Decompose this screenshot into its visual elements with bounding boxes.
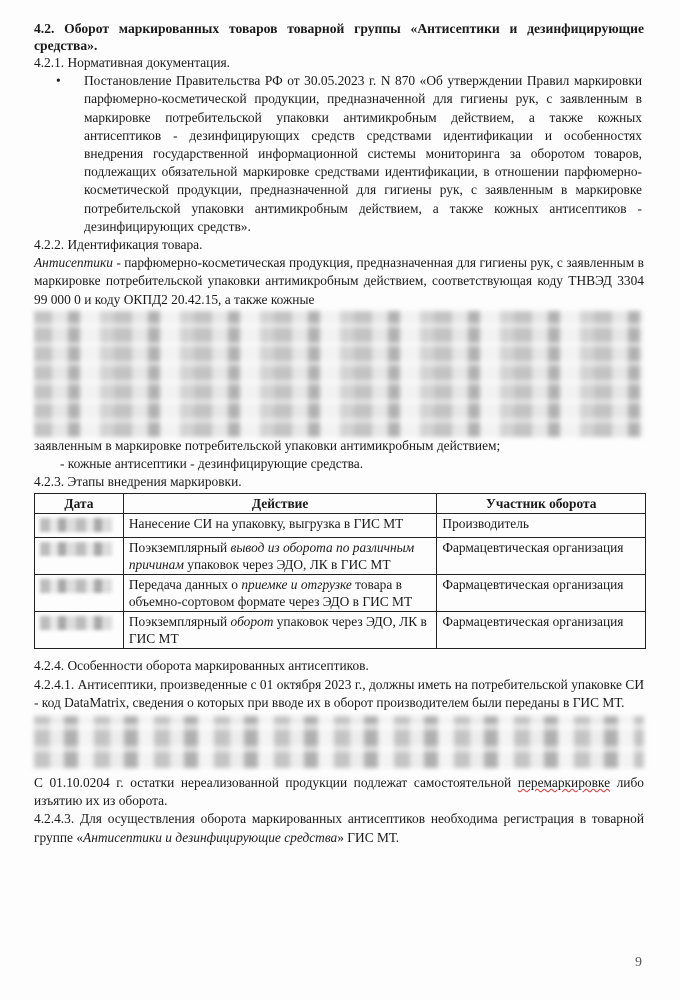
redacted-block — [34, 716, 644, 768]
participant-cell: Фармацевтическая организация — [437, 612, 646, 649]
date-cell — [35, 538, 124, 575]
redacted-date — [40, 616, 112, 630]
redacted-block — [34, 311, 644, 437]
table-row — [35, 538, 646, 575]
term-antiseptics: Антисептики — [34, 255, 113, 271]
spellcheck-word: перемаркировке — [517, 775, 611, 791]
table-row — [35, 514, 646, 538]
clause-4-2-4-1: 4.2.4.1. Антисептики, произведенные с 01 октября 2023 г., должны иметь на потребительской упаковке СИ - код DataMatrix, сведения о которых при вводе их в оборот производителем были переданы в ГИС МТ. — [34, 676, 644, 710]
action-text: Поэкземплярный — [128, 614, 231, 630]
remaining-stock-text: С 01.10.0204 г. остатки нереализованной продукции подлежат самостоятельной — [34, 775, 518, 791]
implementation-stages-table — [34, 493, 646, 649]
table-row — [35, 575, 646, 612]
registration-text: 4.2.4.3. Для осуществления оборота маркированных антисептиков необходима регистрация в товарной группе « — [34, 811, 644, 845]
redacted-date — [40, 579, 112, 593]
subsection-4-2-4-title: 4.2.4. Особенности оборота маркированных антисептиков. — [34, 658, 369, 674]
redacted-date — [40, 518, 112, 532]
action-italic: приемке и отгрузке — [241, 577, 352, 593]
regulation-text: Постановление Правительства РФ от 30.05.2023 г. N 870 «Об утверждении Правил маркировки парфюмерно-косметической продукции, предназначенной для гигиены рук, с заявленным в маркировке потребительской упаковки антимикробным действием, а также кожных антисептиков - дезинфицирующих средств средствами идентификации и особенностях внедрения государственной информационной системы мониторинга за оборотом товаров, подлежащих обязательной маркировке средствами идентификации, в отношении парфюмерно-косметической продукции, предназначенной для гигиены рук, с заявленным в маркировке потребительской упаковки антимикробным действием, а также кожных антисептиков - дезинфицирующих средств». — [84, 73, 642, 234]
page-number: 9 — [635, 955, 642, 970]
subsection-4-2-3-title: 4.2.3. Этапы внедрения маркировки. — [34, 474, 242, 490]
identification-item: - кожные антисептики - дезинфицирующие средства. — [60, 456, 364, 472]
action-cell — [123, 575, 437, 612]
list-item — [56, 72, 644, 236]
date-cell — [35, 612, 124, 649]
action-text: Передача данных о — [128, 577, 242, 593]
section-heading: 4.2. Оборот маркированных товаров товарной группы «Антисептики и дезинфицирующие средства». — [34, 21, 644, 53]
clause-4-2-4-3 — [34, 810, 644, 846]
date-cell — [35, 575, 124, 612]
table-header-row — [35, 494, 646, 514]
identification-continued: заявленным в маркировке потребительской упаковки антимикробным действием; — [34, 437, 501, 453]
product-identification-text — [34, 254, 644, 309]
action-text: Поэкземплярный — [128, 540, 231, 556]
clause-remaining-stock — [34, 774, 644, 810]
action-cell — [123, 538, 437, 575]
subsection-4-2-1-title: 4.2.1. Нормативная документация. — [34, 55, 230, 70]
identification-body: - парфюмерно-косметическая продукция, предназначенная для гигиены рук, с заявленным в маркировке потребительской упаковки антимикробным действием, соответствующая коду ТНВЭД 3304 99 000 0 и коду ОКПД2 20.42.15, а также кожные — [34, 255, 644, 307]
action-cell — [123, 612, 437, 649]
participant-cell: Фармацевтическая организация — [437, 538, 646, 575]
action-cell: Нанесение СИ на упаковку, выгрузка в ГИС МТ — [123, 514, 437, 538]
action-text: упаковок через ЭДО, ЛК в ГИС МТ — [128, 614, 427, 647]
action-text: упаковок через ЭДО, ЛК в ГИС МТ — [183, 557, 391, 573]
table-row — [35, 612, 646, 649]
page-content — [34, 20, 644, 847]
registration-text: » ГИС МТ. — [337, 829, 400, 845]
header-date: Дата — [35, 494, 124, 514]
subsection-4-2-2-title: 4.2.2. Идентификация товара. — [34, 237, 203, 253]
remaining-stock-text: либо изъятию их из оборота. — [34, 775, 644, 809]
action-italic: оборот — [230, 614, 274, 630]
date-cell — [35, 514, 124, 538]
redacted-date — [40, 542, 112, 556]
participant-cell: Производитель — [437, 514, 646, 538]
header-action: Действие — [123, 494, 437, 514]
action-text: товара в объемно-сортовом формате через ЭДО в ГИС МТ — [128, 577, 413, 610]
participant-cell: Фармацевтическая организация — [437, 575, 646, 612]
header-participant: Участник оборота — [437, 494, 646, 514]
product-group-name: Антисептики и дезинфицирующие средства — [83, 829, 338, 845]
action-italic: вывод из оборота по различным причинам — [128, 540, 415, 573]
bullet-icon: • — [56, 73, 61, 89]
